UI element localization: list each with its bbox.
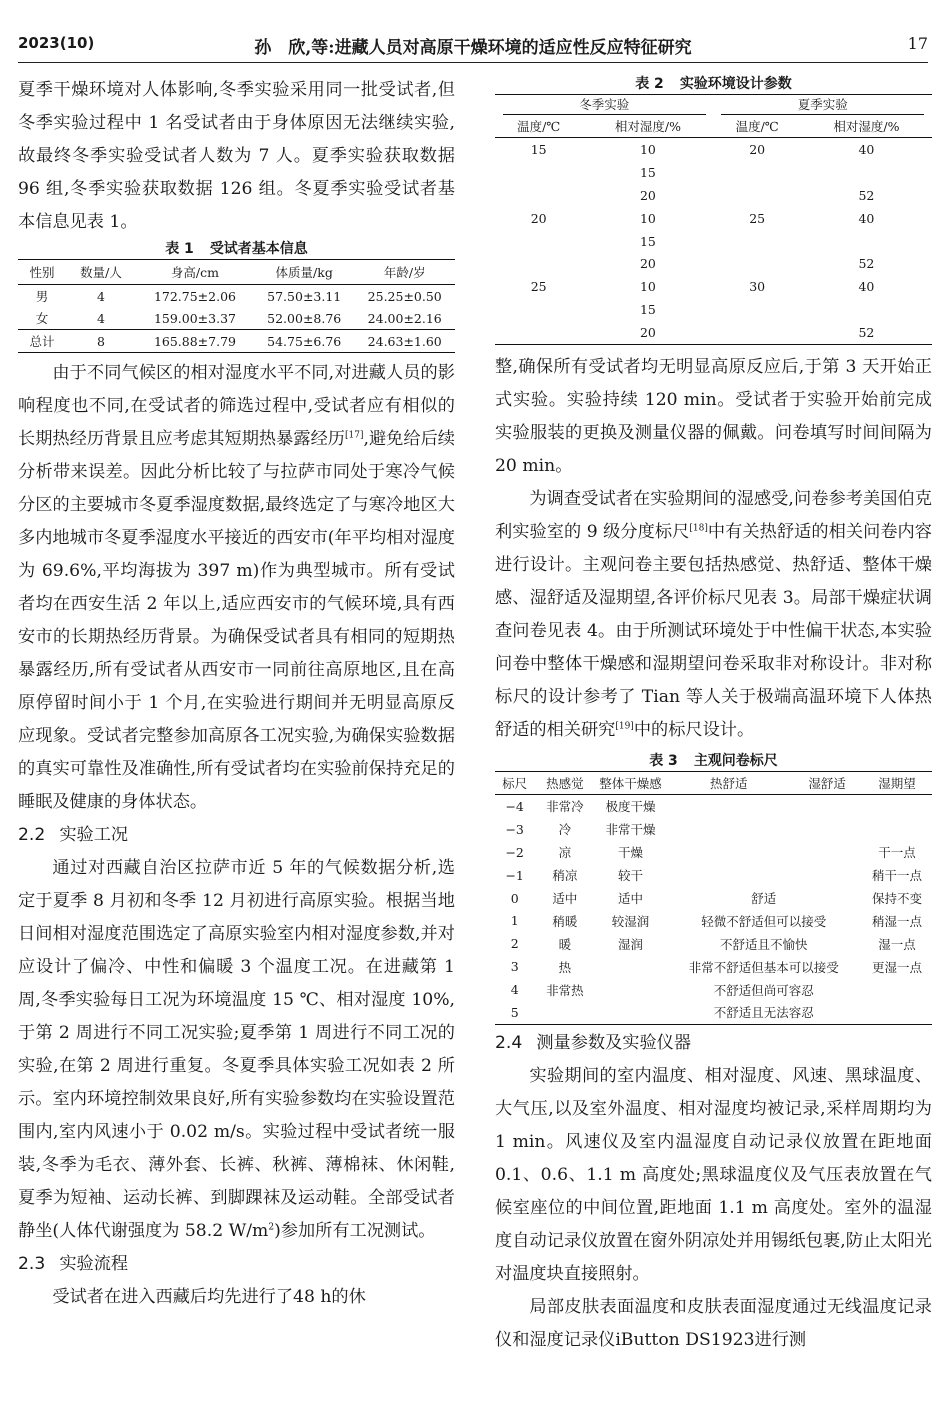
table-cell: 20 bbox=[639, 325, 656, 341]
table-cell: 52.00±8.76 bbox=[267, 310, 342, 326]
table-row bbox=[495, 818, 932, 841]
table-cell: 非常冷 bbox=[546, 799, 584, 815]
table-row bbox=[495, 955, 932, 978]
paragraph: 夏季干燥环境对人体影响,冬季实验采用同一批受试者,但冬季实验过程中 1 名受试者由于身体原因无法继续实验,故最终冬季实验受试者人数为 7 人。夏季实验获取数据 96 组,冬季实验获取数据 126 组。冬夏季实验受试者基本信息见表 1。 bbox=[18, 80, 455, 232]
table-row bbox=[495, 252, 932, 275]
table2-title: 实验环境设计参数 bbox=[679, 76, 792, 92]
table-cell: 稍干一点 bbox=[872, 868, 923, 884]
table-header: 性别 bbox=[18, 260, 66, 285]
paragraph: 整,确保所有受试者均无明显高原反应后,于第 3 天开始正式实验。实验持续 120 min。受试者于实验开始前完成实验服装的更换及测量仪器的佩戴。问卷填写时间间隔为 20 min。 bbox=[495, 357, 932, 477]
table-row bbox=[495, 795, 932, 818]
table-cell: 40 bbox=[858, 279, 875, 295]
table-cell bbox=[792, 841, 862, 864]
paragraph: 局部皮肤表面温度和皮肤表面湿度通过无线温度记录仪和湿度记录仪iButton DS1923进行测 bbox=[495, 1296, 932, 1350]
table-cell bbox=[495, 321, 582, 344]
table-row bbox=[495, 184, 932, 207]
table-cell: 更湿一点 bbox=[872, 959, 923, 975]
paragraph bbox=[495, 483, 932, 747]
table-cell: 30 bbox=[749, 279, 766, 295]
table-cell: 轻微不舒适但可以接受 bbox=[701, 913, 827, 929]
table-header: 体质量/kg bbox=[254, 260, 355, 285]
table-cell: −2 bbox=[505, 844, 524, 860]
table-row bbox=[495, 138, 932, 161]
table-cell bbox=[713, 298, 800, 321]
section-number: 2.2 bbox=[18, 825, 46, 845]
section-title: 实验流程 bbox=[59, 1254, 129, 1274]
table-cell bbox=[534, 1001, 595, 1024]
table-row bbox=[495, 978, 932, 1001]
table-cell: 非常热 bbox=[546, 982, 584, 998]
table-row bbox=[495, 230, 932, 253]
table-cell: 总计 bbox=[18, 330, 66, 353]
table-header: 年龄/岁 bbox=[354, 260, 455, 285]
table-cell bbox=[665, 818, 792, 841]
table-cell bbox=[862, 795, 932, 818]
table-cell: 24.63±1.60 bbox=[354, 330, 455, 353]
table-cell: 15 bbox=[530, 141, 547, 157]
table-cell: 热 bbox=[558, 959, 572, 975]
table-cell: 保持不变 bbox=[872, 891, 923, 907]
page-number: 17 bbox=[907, 34, 928, 53]
table-cell: 2 bbox=[510, 936, 519, 952]
table3-number: 表 3 bbox=[649, 753, 678, 770]
table-cell: 5 bbox=[510, 1004, 519, 1020]
table-cell: 1 bbox=[510, 913, 519, 929]
table-cell bbox=[801, 230, 932, 253]
text-run: )参加所有工况测试。 bbox=[274, 1221, 436, 1241]
table-group-header-row bbox=[495, 95, 932, 116]
table3 bbox=[495, 771, 932, 1025]
table-cell bbox=[596, 1001, 666, 1024]
section-title: 实验工况 bbox=[59, 825, 129, 845]
superscript: 2 bbox=[268, 1222, 275, 1233]
table-total-row bbox=[18, 330, 455, 353]
table-cell: 凉 bbox=[558, 845, 572, 861]
text-run: 为调查受试者在实验期间的湿感受,问卷参考美国伯克利实验室的 9 级分度标尺 bbox=[495, 489, 932, 543]
text-run: ,避免给后续分析带来误差。因此分析比较了与拉萨市同处于寒冷气候分区的主要城市冬夏季湿度数据,最终选定了与寒冷地区大多内地城市冬夏季湿度水平接近的西安市(年平均相对湿度为 69.6%,平均海拔为 397 m)作为典型城市。所有受试者均在西安生活 2 年以上,适应西安市的气候环境,具有西安市的长期热经历背景。为确保受试者具有相同的短期热暴露经历,所有受试者从西安市一同前往高原地区,且在高原停留时间小于 1 个月,在实验进行期间并无明显高原反应现象。受试者完整参加高原各工况实验,为确保实验数据的真实可靠性及准确性,所有受试者均在实验前保持充足的睡眠及健康的身体状态。 bbox=[18, 429, 455, 812]
text-run: 通过对西藏自治区拉萨市近 5 年的气候数据分析,选定于夏季 8 月初和冬季 12 月初进行高原实验。根据当地日间相对湿度范围选定了高原实验室内相对湿度参数,并对应设计了偏冷、中性和偏暖 3 个温度工况。在进藏第 1 周,冬季实验每日工况为环境温度 15 ℃、相对湿度 10%,于第 2 周进行不同工况实验;夏季第 1 周进行不同工况的实验,在第 2 周进行重复。冬夏季具体实验工况如表 2 所示。室内环境控制效果良好,所有实验参数均在实验设置范围内,室内风速小于 0.02 m/s。实验过程中受试者统一服装,冬季为毛衣、薄外套、长裤、秋裤、薄棉袜、休闲鞋,夏季为短袖、运动长裤、到脚踝袜及运动鞋。全部受试者静坐(人体代谢强度为 58.2 W/m bbox=[18, 858, 455, 1241]
table-cell: 40 bbox=[858, 141, 875, 157]
table-cell bbox=[862, 978, 932, 1001]
table-row bbox=[495, 864, 932, 887]
table2 bbox=[495, 94, 932, 345]
table-cell: 0 bbox=[510, 890, 519, 906]
table-row bbox=[495, 909, 932, 932]
table-cell: 52 bbox=[858, 325, 875, 341]
table-row bbox=[495, 1001, 932, 1024]
table-cell bbox=[792, 795, 862, 818]
table-cell bbox=[665, 864, 792, 887]
table-row bbox=[495, 321, 932, 344]
table-header-row bbox=[495, 772, 932, 795]
table-cell: 172.75±2.06 bbox=[153, 288, 236, 304]
table-header: 数量/人 bbox=[66, 260, 136, 285]
table-header: 相对湿度/% bbox=[801, 115, 932, 138]
table-cell: 40 bbox=[858, 210, 875, 226]
table-cell bbox=[862, 818, 932, 841]
table-cell: 干燥 bbox=[617, 845, 643, 861]
table-cell: 57.50±3.11 bbox=[267, 288, 342, 304]
table-cell: 4 bbox=[97, 310, 105, 326]
table-cell bbox=[713, 184, 800, 207]
table-cell: 稍凉 bbox=[552, 868, 578, 884]
table-cell: 暖 bbox=[558, 936, 572, 952]
table-cell bbox=[665, 795, 792, 818]
table-header-row bbox=[18, 260, 455, 285]
table3-title: 主观问卷标尺 bbox=[693, 753, 778, 770]
table-cell: 冷 bbox=[558, 822, 572, 838]
table-row bbox=[495, 887, 932, 910]
group-header-winter: 冬季实验 bbox=[495, 95, 713, 116]
table2-caption bbox=[495, 74, 932, 94]
table-cell: 52 bbox=[858, 187, 875, 203]
section-title: 测量参数及实验仪器 bbox=[536, 1032, 692, 1053]
table-cell: 较干 bbox=[617, 868, 643, 884]
table-cell: 10 bbox=[639, 141, 656, 157]
table-cell bbox=[665, 841, 792, 864]
table-header: 湿期望 bbox=[862, 772, 932, 795]
table-header: 温度/℃ bbox=[713, 115, 800, 138]
citation: [19] bbox=[615, 721, 634, 732]
table1-caption bbox=[18, 239, 455, 259]
table-header: 相对湿度/% bbox=[582, 115, 713, 138]
table-cell: 稍暖 bbox=[552, 913, 578, 929]
table-cell: 较湿润 bbox=[611, 913, 650, 929]
table3-caption bbox=[495, 751, 932, 771]
section-heading bbox=[18, 1248, 455, 1281]
table-cell bbox=[792, 818, 862, 841]
group-header-summer: 夏季实验 bbox=[713, 95, 932, 116]
right-column bbox=[495, 74, 932, 1357]
table-row bbox=[495, 275, 932, 298]
running-header bbox=[18, 34, 928, 64]
section-heading bbox=[18, 819, 455, 852]
table-cell: 非常不舒适但基本可以接受 bbox=[688, 959, 839, 975]
table-row bbox=[495, 298, 932, 321]
table-cell: 稍湿一点 bbox=[872, 913, 923, 929]
text-run: 中的标尺设计。 bbox=[633, 720, 755, 741]
table2-number: 表 2 bbox=[635, 76, 664, 92]
table-cell: 4 bbox=[510, 982, 519, 998]
table-cell: 24.00±2.16 bbox=[367, 310, 442, 326]
running-title: 孙 欣,等:进藏人员对高原干燥环境的适应性反应特征研究 bbox=[254, 38, 692, 58]
table-row bbox=[495, 932, 932, 955]
table-cell: 非常干燥 bbox=[605, 822, 656, 838]
table-cell: 湿润 bbox=[617, 936, 643, 952]
text-run: 中有关热舒适的相关问卷内容进行设计。主观问卷主要包括热感觉、热舒适、整体干燥感、湿舒适及湿期望,各评价标尺见表 3。局部干燥症状调查问卷见表 4。由于所测试环境处于中性偏干状态,本实验问卷中整体干燥感和湿期望问卷采取非对称设计。非对称标尺的设计参考了 Tian 等人关于极端高温环境下人体热舒适的相关研究 bbox=[495, 522, 932, 741]
table-row bbox=[18, 285, 455, 308]
left-column bbox=[18, 74, 455, 1314]
table-cell: 舒适 bbox=[751, 891, 777, 907]
table-cell: 52 bbox=[858, 256, 875, 272]
table-cell: 不舒适且不愉快 bbox=[719, 936, 808, 952]
paragraph: 受试者在进入西藏后均先进行了48 h的休 bbox=[52, 1287, 366, 1307]
table-cell: 不舒适且无法容忍 bbox=[713, 1005, 814, 1021]
table-header: 热感觉 bbox=[534, 772, 595, 795]
table-cell bbox=[495, 161, 582, 184]
table-cell: 适中 bbox=[552, 891, 578, 907]
table-header: 标尺 bbox=[495, 772, 534, 795]
table-cell: 25 bbox=[749, 210, 766, 226]
table-cell: 25.25±0.50 bbox=[367, 288, 442, 304]
table-cell bbox=[495, 298, 582, 321]
table-cell: 20 bbox=[639, 256, 656, 272]
table-cell: 3 bbox=[510, 959, 519, 975]
table-header: 湿舒适 bbox=[792, 772, 862, 795]
table-cell: 适中 bbox=[617, 891, 643, 907]
table-cell: 20 bbox=[530, 210, 547, 226]
section-heading bbox=[495, 1027, 932, 1060]
table-cell: 男 bbox=[35, 289, 49, 304]
section-number: 2.4 bbox=[495, 1032, 523, 1053]
table-cell: −1 bbox=[505, 867, 524, 883]
table-cell: 20 bbox=[749, 141, 766, 157]
table1 bbox=[18, 259, 455, 353]
table-cell bbox=[596, 978, 666, 1001]
table-cell bbox=[713, 252, 800, 275]
table-cell bbox=[495, 252, 582, 275]
table-cell: 湿一点 bbox=[878, 936, 916, 952]
table-row bbox=[495, 161, 932, 184]
table-cell: −3 bbox=[505, 821, 524, 837]
section-number: 2.3 bbox=[18, 1254, 46, 1274]
table-row bbox=[495, 841, 932, 864]
table-cell bbox=[713, 161, 800, 184]
table-cell bbox=[801, 298, 932, 321]
table-header-row bbox=[495, 115, 932, 138]
table-header: 整体干燥感 bbox=[596, 772, 666, 795]
table-cell: 干一点 bbox=[878, 845, 916, 861]
table-cell: 10 bbox=[639, 279, 656, 295]
table-header: 身高/cm bbox=[136, 260, 254, 285]
citation: [18] bbox=[689, 523, 708, 534]
table-cell: 10 bbox=[639, 210, 656, 226]
table-cell: 4 bbox=[97, 288, 105, 304]
table-row bbox=[18, 307, 455, 330]
table1-title: 受试者基本信息 bbox=[209, 241, 308, 257]
table-cell bbox=[862, 1001, 932, 1024]
table-cell: 15 bbox=[639, 233, 656, 249]
header-rule bbox=[18, 62, 928, 63]
table-cell: 165.88±7.79 bbox=[136, 330, 254, 353]
journal-issue: 2023(10) bbox=[18, 34, 95, 52]
table-cell bbox=[713, 230, 800, 253]
table-cell: 25 bbox=[530, 279, 547, 295]
paragraph bbox=[18, 852, 455, 1248]
table-cell: 不舒适但尚可容忍 bbox=[713, 982, 814, 998]
table-cell bbox=[801, 161, 932, 184]
paragraph bbox=[18, 357, 455, 819]
table-header: 温度/℃ bbox=[495, 115, 582, 138]
table-cell: 8 bbox=[66, 330, 136, 353]
paragraph: 实验期间的室内温度、相对湿度、风速、黑球温度、大气压,以及室外温度、相对湿度均被记录,采样周期均为 1 min。风速仪及室内温湿度自动记录仪放置在距地面 0.1、0.6、1.1 m 高度处;黑球温度仪及气压表放置在气候室座位的中间位置,距地面 1.1 m 高度处。室外的温湿度自动记录仪放置在窗外阴凉处并用锡纸包裹,防止太阳光对温度块直接照射。 bbox=[495, 1065, 932, 1284]
table-cell: −4 bbox=[505, 798, 524, 814]
table-row bbox=[495, 207, 932, 230]
table-cell bbox=[596, 955, 666, 978]
table-cell: 15 bbox=[639, 302, 656, 318]
table-cell bbox=[713, 321, 800, 344]
table-header: 热舒适 bbox=[665, 772, 792, 795]
table-cell: 159.00±3.37 bbox=[153, 310, 236, 326]
table-cell: 15 bbox=[639, 164, 656, 180]
table-cell: 54.75±6.76 bbox=[254, 330, 355, 353]
table-cell bbox=[792, 864, 862, 887]
text-run: 由于不同气候区的相对湿度水平不同,对进藏人员的影响程度也不同,在受试者的筛选过程中,受试者应有相似的长期热经历背景且应考虑其短期热暴露经历 bbox=[18, 363, 455, 449]
citation: [17] bbox=[345, 430, 364, 441]
table-cell: 20 bbox=[639, 187, 656, 203]
table-cell: 女 bbox=[35, 311, 49, 326]
table-cell bbox=[495, 184, 582, 207]
table-cell bbox=[495, 230, 582, 253]
table-cell: 极度干燥 bbox=[605, 799, 656, 815]
table1-number: 表 1 bbox=[165, 241, 194, 257]
